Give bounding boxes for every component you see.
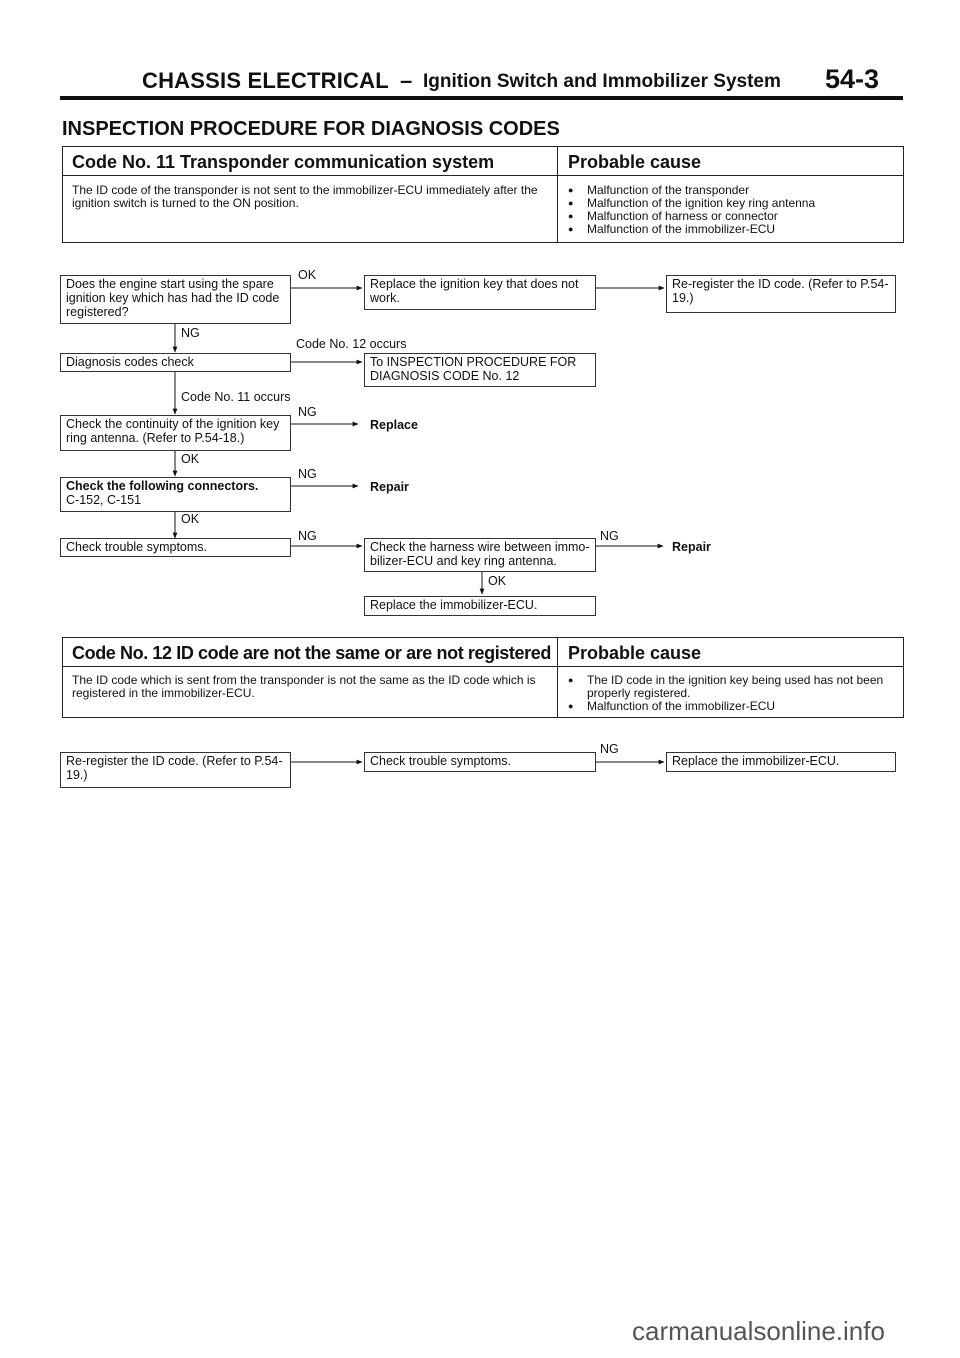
flow-label-code11-occurs: Code No. 11 occurs	[181, 390, 291, 404]
flow-label-code12-occurs: Code No. 12 occurs	[296, 337, 407, 351]
code11-description: The ID code of the transponder is not sent to the immobilizer-ECU immediately after the ignition switch is turned to the ON position.	[72, 183, 538, 210]
flow-step-diag-check: Diagnosis codes check	[60, 353, 291, 372]
code12-table-header-rule	[62, 666, 904, 667]
cause-item: ● Malfunction of harness or connector	[565, 210, 895, 223]
code12-cause-title: Probable cause	[568, 643, 702, 663]
flow-step-replace-key: Replace the ignition key that does not work.	[364, 275, 596, 310]
cause-item: ● Malfunction of the immobilizer-ECU	[565, 223, 895, 236]
flow-step-trouble-symptoms: Check trouble symptoms.	[60, 538, 291, 557]
flow-result-repair: Repair	[672, 540, 711, 554]
flow-label-ng: NG	[298, 405, 317, 419]
flow-step-reregister: Re-register the ID code. (Refer to P.54-19.)	[60, 752, 291, 788]
code11-title: Code No. 11 Transponder communication system	[72, 152, 495, 172]
watermark: carmanualsonline.info	[632, 1316, 885, 1346]
page-title: INSPECTION PROCEDURE FOR DIAGNOSIS CODES	[62, 118, 560, 140]
cause-item: ● Malfunction of the transponder	[565, 184, 895, 197]
code12-title: Code No. 12 ID code are not the same or are not registered	[72, 643, 551, 663]
code12-description: The ID code which is sent from the transponder is not the same as the ID code which is registered in the immobilizer-ECU.	[72, 673, 536, 700]
header-dash: –	[400, 68, 413, 93]
flow-result-replace: Replace	[370, 418, 418, 432]
flow-step-replace-ecu: Replace the immobilizer-ECU.	[666, 752, 896, 772]
code11-cause-title: Probable cause	[568, 152, 702, 172]
flow-label-ok: OK	[181, 452, 200, 466]
flow-label-ng: NG	[600, 529, 619, 543]
flow-label-ng: NG	[298, 529, 317, 543]
connectors-list: C-152, C-151	[66, 493, 142, 507]
cause-item: ● Malfunction of the ignition key ring antenna	[565, 197, 895, 210]
flow-step-check-connectors	[60, 477, 291, 512]
code12-cause-list	[565, 674, 895, 713]
flow-step-check-harness: Check the harness wire between immo-bilizer-ECU and key ring antenna.	[364, 538, 596, 572]
flow-step-antenna-continuity: Check the continuity of the ignition key ring antenna. (Refer to P.54-18.)	[60, 415, 291, 451]
code12-table-divider	[557, 637, 558, 718]
flow-label-ng: NG	[298, 467, 317, 481]
flow-step-reregister: Re-register the ID code. (Refer to P.54-19.)	[666, 275, 896, 313]
flow-label-ng: NG	[600, 742, 619, 756]
flow-step-to-procedure-12: To INSPECTION PROCEDURE FOR DIAGNOSIS CODE No. 12	[364, 353, 596, 387]
flow-result-repair: Repair	[370, 480, 409, 494]
header-subtitle: Ignition Switch and Immobilizer System	[423, 71, 781, 92]
page-number: 54-3	[825, 64, 880, 94]
cause-item: ● The ID code in the ignition key being used has not been properly registered.	[565, 674, 895, 700]
connectors-title: Check the following connectors.	[66, 479, 259, 493]
flow-label-ok: OK	[298, 268, 317, 282]
cause-item: ● Malfunction of the immobilizer-ECU	[565, 700, 895, 713]
flow-label-ok: OK	[488, 574, 507, 588]
flow-step-spare-key-question: Does the engine start using the spare ignition key which has had the ID code registered?	[60, 275, 291, 324]
flow-label-ng: NG	[181, 326, 200, 340]
flow-label-ok: OK	[181, 512, 200, 526]
flow-step-replace-ecu: Replace the immobilizer-ECU.	[364, 596, 596, 616]
flow-step-trouble-symptoms: Check trouble symptoms.	[364, 752, 596, 772]
header-section: CHASSIS ELECTRICAL	[142, 68, 389, 93]
